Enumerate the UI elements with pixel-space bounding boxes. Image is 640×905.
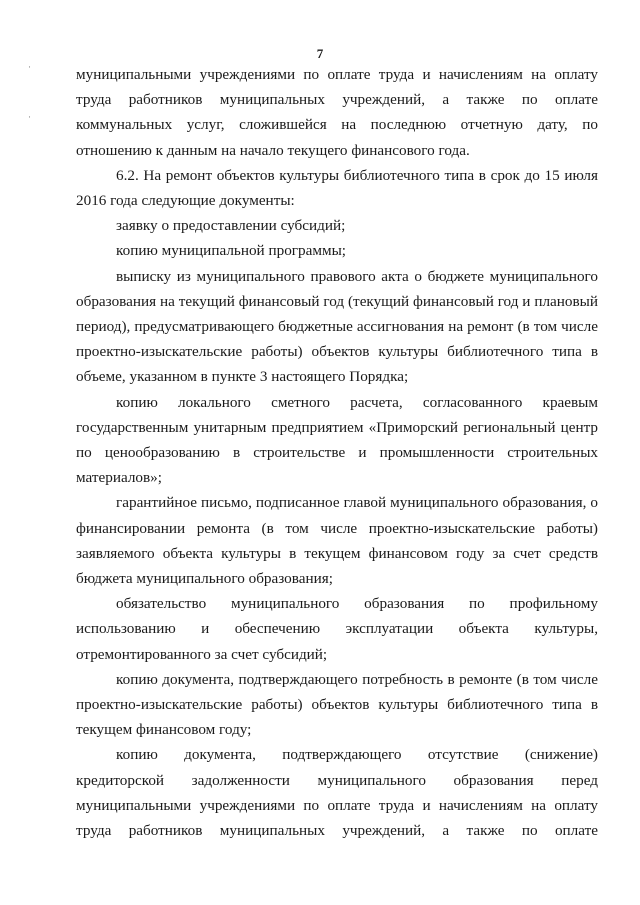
list-item-guarantee-letter: гарантийное письмо, подписанное главой муниципального образования, о финансировании ремонта (в том числе проектно-изыскательские работы) заявляемого объекта культуры в текущем финансовом году за счет средств бюджета муниципального образования;	[76, 494, 598, 588]
list-item-estimate-copy: копию локального сметного расчета, согласованного краевым государственным унитарным предприятием «Приморский региональный центр по ценообразованию в строительстве и промышленности строительных материалов»;	[76, 393, 598, 487]
list-item-program-copy: копию муниципальной программы;	[116, 242, 346, 260]
page-number: 7	[316, 46, 324, 61]
list-item-need-document: копию документа, подтверждающего потребность в ремонте (в том числе проектно-изыскательские работы) объектов культуры библиотечного типа в текущем финансовом году;	[76, 670, 598, 739]
list-item-budget-extract: выписку из муниципального правового акта о бюджете муниципального образования на текущий финансовый год (текущий финансовый год и плановый период), предусматривающего бюджетные ассигнования на ремонт (в том числе проектно-изыскательские работы) объектов культуры библиотечного типа в объеме, указанном в пункте 3 настоящего Порядка;	[76, 267, 598, 386]
paragraph-section-6-2: 6.2. На ремонт объектов культуры библиотечного типа в срок до 15 июля 2016 года следующие документы:	[76, 166, 598, 210]
margin-mark: ·	[28, 62, 31, 72]
list-item-obligation: обязательство муниципального образования по профильному использованию и обеспечению эксплуатации объекта культуры, отремонтированного за счет субсидий;	[76, 595, 598, 663]
document-body	[76, 62, 598, 843]
list-item-application: заявку о предоставлении субсидий;	[116, 217, 346, 235]
list-item-debt-document: копию документа, подтверждающего отсутствие (снижение) кредиторской задолженности муниципального образования перед муниципальными учреждениями по оплате труда и начислениям на оплату труда работников муниципальных учреждений, а также по оплате	[76, 746, 598, 840]
margin-mark: ·	[28, 112, 31, 122]
paragraph-continuation: муниципальными учреждениями по оплате труда и начислениям на оплату труда работников муниципальных учреждений, а также по оплате коммунальных услуг, сложившейся на последнюю отчетную дату, по отношению к данным на начало текущего финансового года.	[76, 66, 598, 159]
